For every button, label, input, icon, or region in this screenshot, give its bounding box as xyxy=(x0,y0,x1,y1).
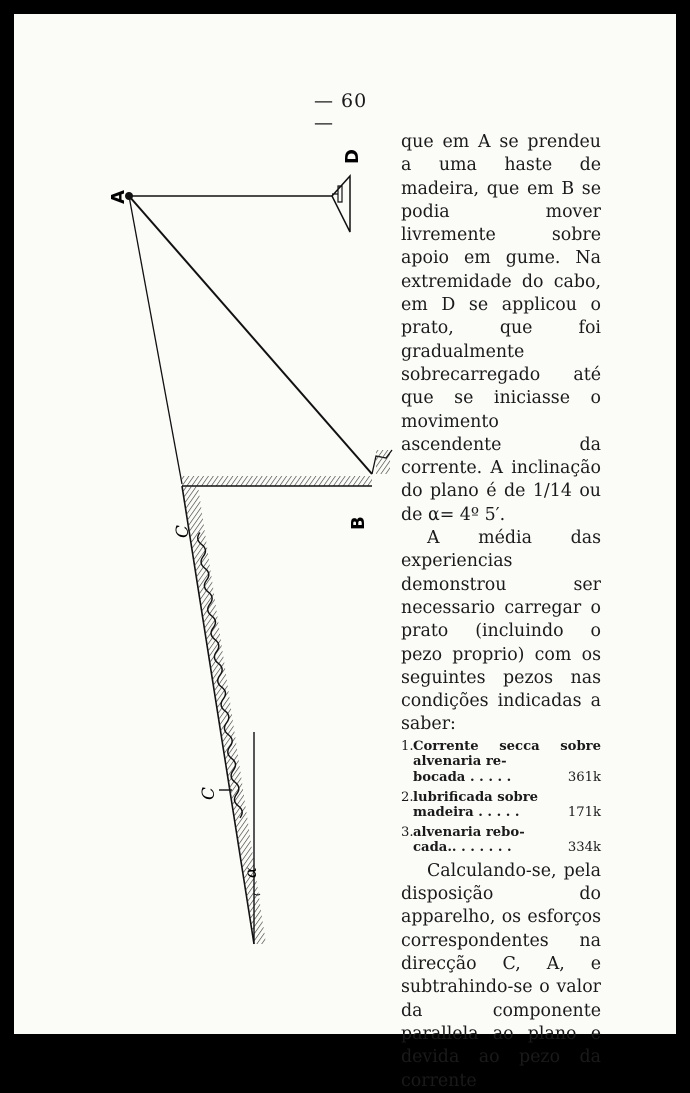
paragraph-1: que em A se prendeu a uma haste de madeira, que em B se podia mover livremente sobre apoio em gume. Na extremidade do cabo, em D se applicou o prato, que foi gradualmente sobrecarregado até que se iniciasse o movimento ascendente da corrente. A inclinação do plano é de 1/14 ou de α= 4º 5′. xyxy=(401,132,601,525)
label-alpha: α xyxy=(241,867,260,878)
paragraph-3: Calculando-se, pela disposição do apparelho, os esforços correspondentes na direcção C, A, e subtrahindo-se o valor da componente parallela ao plano e devida ao pezo da corrente xyxy=(401,860,601,1091)
list-item xyxy=(401,825,601,856)
book-page xyxy=(14,14,676,1091)
apparatus-diagram xyxy=(14,14,394,974)
ground-hatching xyxy=(182,476,372,486)
list-item xyxy=(401,739,601,786)
list-item-value: 171k xyxy=(567,805,601,821)
list-item-number: 3. xyxy=(401,824,414,840)
list-item-value: 334k xyxy=(567,840,601,856)
page-number: — 60 — xyxy=(314,90,368,134)
guide-line xyxy=(129,196,182,484)
label-b: B xyxy=(348,516,369,530)
label-d: D xyxy=(342,149,363,164)
weights-list xyxy=(401,739,601,856)
list-item-number: 1. xyxy=(401,738,414,754)
support-hatching xyxy=(376,450,390,474)
label-a: A xyxy=(108,190,129,204)
list-item-label: madeira . . . . . xyxy=(413,805,520,821)
label-c-lower: C xyxy=(199,786,219,800)
label-c-upper: C xyxy=(173,524,193,538)
list-item-number: 2. xyxy=(401,789,414,805)
list-item xyxy=(401,790,601,821)
paragraph-2: A média das experiencias demonstrou ser necessario carregar o prato (incluindo o pezo proprio) com os seguintes pezos nas condições indicadas a saber: xyxy=(401,528,601,735)
list-item-text xyxy=(413,770,601,786)
list-item-text xyxy=(413,805,601,821)
list-item-value: 361k xyxy=(567,769,601,785)
rod-line xyxy=(129,196,372,474)
pan-shape xyxy=(332,176,350,232)
list-item-text: alvenaria rebo- xyxy=(413,824,525,840)
list-item-label: bocada . . . . . xyxy=(413,769,512,785)
list-item-text xyxy=(413,840,601,856)
list-item-text: Corrente secca sobre alvenaria re- xyxy=(413,738,601,770)
list-item-label: cada.. . . . . . . xyxy=(413,840,512,856)
text-column xyxy=(401,131,601,1093)
list-item-text: lubrificada sobre xyxy=(413,789,539,805)
